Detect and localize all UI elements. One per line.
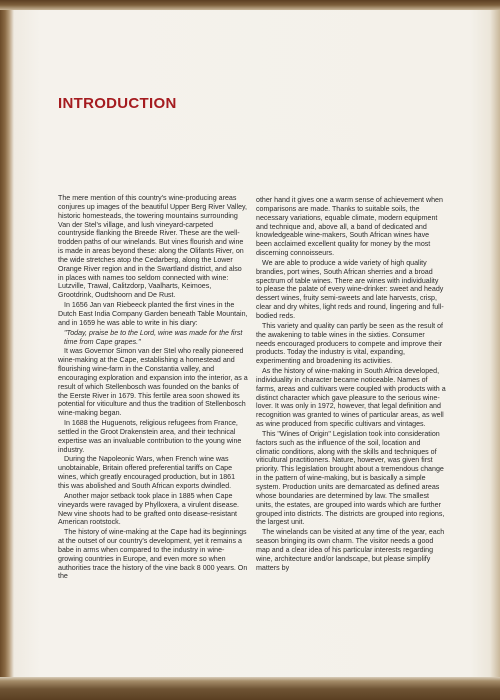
paragraph: This "Wines of Origin" Legislation took into consideration factors such as the influence of the soil, location and climatic conditions, along with the skills and techniques of viticultural practitioners. Nature, however, was given first priority. This legislation brought about a tremendous change in the pattern of wine-making, but is basically a simple system. Production units are demarcated as defined areas whose boundaries are determined by law. The smallest units, the estates, are grouped into wards which are further grouped into districts. The districts are grouped into regions, the largest unit. xyxy=(256,429,445,527)
paragraph: During the Napoleonic Wars, when French wine was unobtainable, Britain offered preferential tariffs on Cape wines, which greatly encouraged production, but in 1861 this was abolished and South African exports dwindled. xyxy=(58,455,236,490)
paragraph: The history of wine-making at the Cape had its beginnings at the outset of our country's development, yet it remains a babe in arms when compared to the industry in wine-growing countries in Europe, and even more so when authorities trace the history of the vine back 8 000 years. On the xyxy=(58,528,248,581)
paragraph: It was Governor Simon van der Stel who really pioneered wine-making at the Cape, establishing a homestead and flourishing wine-farm in the Constantia valley, and encouraging exploration and expansion into the interior, as a result of which Stellenbosch was founded on the banks of the Eerste River in 1679. This fertile area soon showed its potential for viticulture and thus the tradition of Stellenbosch wine-making began. xyxy=(58,347,248,418)
paragraph: In 1688 the Huguenots, religious refugees from France, settled in the Groot Drakenstein area, and their technical expertise was an invaluable contribution to the young wine industry. xyxy=(58,419,242,454)
diary-quote: "Today, praise be to the Lord, wine was made for the first time from Cape grapes." xyxy=(64,328,243,346)
paragraph: In 1656 Jan van Riebeeck planted the first vines in the Dutch East India Company Garden beneath Table Mountain, and in 1659 he was able to write in his diary: xyxy=(58,301,248,327)
page-top-edge xyxy=(0,0,500,10)
left-text-column xyxy=(58,194,248,582)
paragraph: other hand it gives one a warm sense of achievement when comparisons are made. Thanks to suitable soils, the necessary variations, equable climate, modern equipment and technique and, above all, a band of dedicated and knowledgeable wine-makers, South African wines have been acclaimed excellent quality for money by the most discerning connoisseurs. xyxy=(256,196,443,258)
page-title: INTRODUCTION xyxy=(58,95,177,112)
page-bottom-edge xyxy=(0,677,500,700)
right-text-column xyxy=(256,196,446,573)
paragraph: The mere mention of this country's wine-producing areas conjures up images of the beautiful Upper Berg River Valley, historic homesteads, the towering mountains surrounding Van der Stel's village, and lush vineyard-carpeted countryside flanking the Breede River. These are the well-trodden paths of our winelands. But vines flourish and wine is made in areas beyond these: along the Olifants River, on the wide stretches atop the Cedarberg, along the Lower Orange River region and in the Swartland district, and also in places with names too seldom connected with wine: Lutzville, Trawal, Calitzdorp, Vaalharts, Keimoes, Grootdrink, Oudtshoorn and De Rust. xyxy=(58,194,248,300)
paragraph: This variety and quality can partly be seen as the result of the awakening to table wines in the sixties. Consumer needs encouraged producers to compete and improve their products. Today the industry is vital, expanding, experimenting and broadening its activities. xyxy=(256,321,443,366)
paragraph: Another major setback took place in 1885 when Cape vineyards were ravaged by Phylloxera, a virulent disease. New vine shoots had to be grafted onto disease-resistant American rootstock. xyxy=(58,491,239,527)
paragraph: As the history of wine-making in South Africa developed, individuality in character became noticeable. Names of farms, areas and cultivars were coupled with products with a distinct character which gave pleasure to the serious wine-lover. It was only in 1972, however, that legal definition and recognition was granted to wines of particular areas, as well as wine produced from specific cultivars and vintages. xyxy=(256,367,446,429)
paragraph: The winelands can be visited at any time of the year, each season bringing its own charm. The visitor needs a good map and a clear idea of his particular interests regarding wine, architecture and/or landscape, but please simplify matters by xyxy=(256,528,445,572)
paragraph: We are able to produce a wide variety of high quality brandies, port wines, South African sherries and a broad spectrum of table wines. There are wines with individuality to please the palate of every wine-drinker: sweet and heady dessert wines, fruity semi-sweets and late harvests, crisp, clear and dry whites, light reds and round, lingering and full-bodied reds. xyxy=(256,258,444,320)
